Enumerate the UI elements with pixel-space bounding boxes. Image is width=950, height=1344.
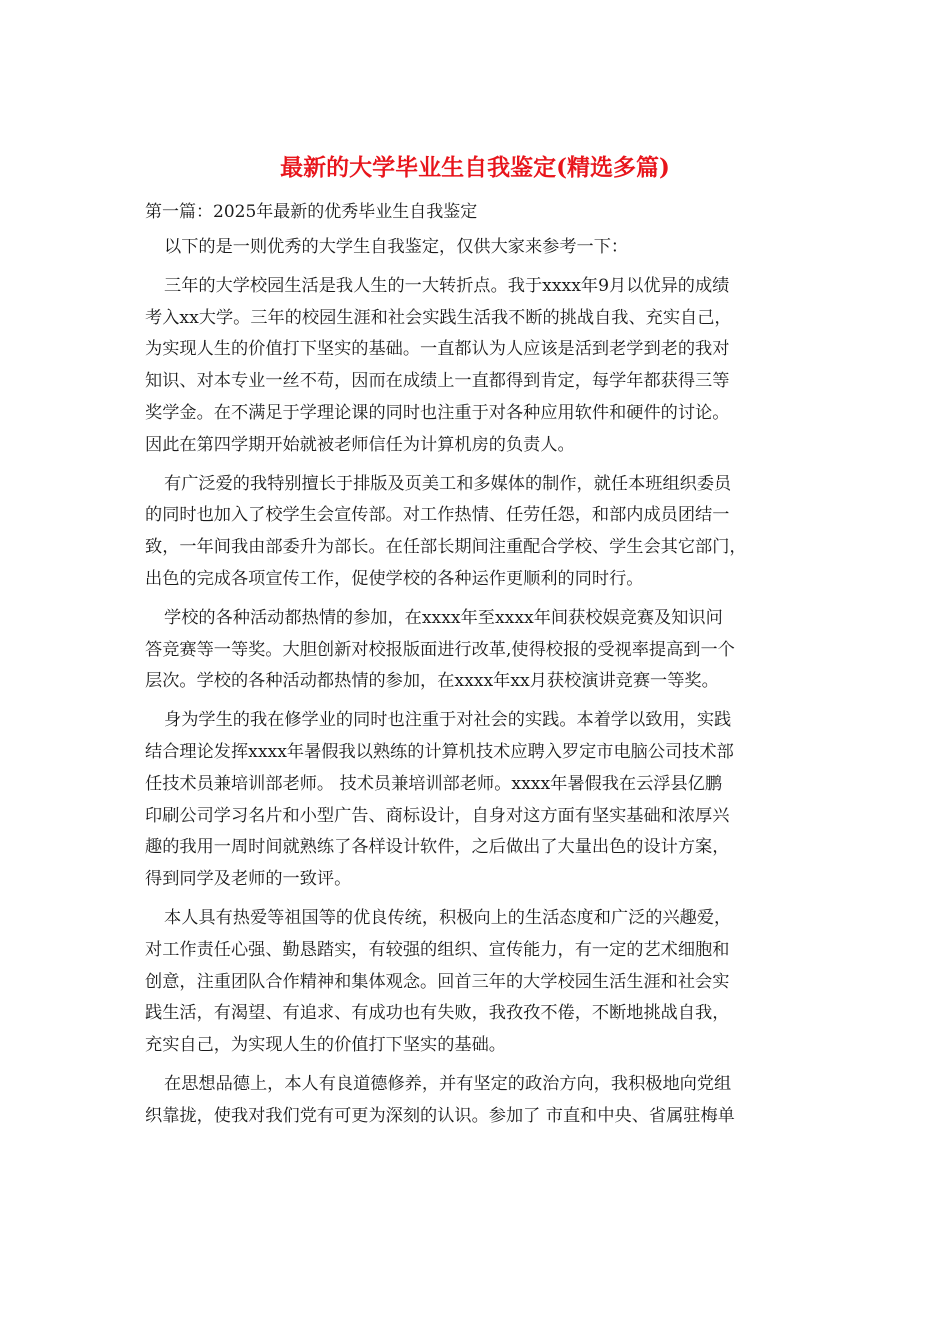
paragraph <box>145 705 810 896</box>
section-heading: 第一篇：2025年最新的优秀毕业生自我鉴定 <box>145 202 478 222</box>
paragraph-line: 考入xx大学。三年的校园生涯和社会实践生活我不断的挑战自我、充实自己， <box>145 307 732 328</box>
paragraph-line: 有广泛爱的我特别擅长于排版及页美工和多媒体的制作，就任本班组织委员 <box>164 473 732 494</box>
paragraph-line: 三年的大学校园生活是我人生的一大转折点。我于xxxx年9月以优异的成绩 <box>164 275 730 296</box>
paragraph-line: 践生活，有渴望、有追求、有成功也有失败，我孜孜不倦，不断地挑战自我， <box>145 1003 730 1024</box>
paragraph-line: 知识、对本专业一丝不苟，因而在成绩上一直都得到肯定，每学年都获得三等 <box>145 371 730 392</box>
paragraph-line: 对工作责任心强、勤恳踏实，有较强的组织、宣传能力，有一定的艺术细胞和 <box>145 939 730 960</box>
paragraph-line: 出色的完成各项宣传工作，促使学校的各种运作更顺利的同时行。 <box>145 568 644 589</box>
paragraph-line: 充实自己，为实现人生的价值打下坚实的基础。 <box>145 1035 506 1056</box>
document-title: 最新的大学毕业生自我鉴定(精选多篇) <box>280 154 670 181</box>
paragraph-line: 答竞赛等一等奖。大胆创新对校报版面进行改革,使得校报的受视率提高到一个 <box>145 639 735 660</box>
paragraph <box>145 469 810 596</box>
paragraph-line: 在思想品德上，本人有良道德修养，并有坚定的政治方向，我积极地向党组 <box>164 1073 732 1094</box>
paragraph-line: 奖学金。在不满足于学理论课的同时也注重于对各种应用软件和硬件的讨论。 <box>145 402 730 423</box>
paragraph-line: 学校的各种活动都热情的参加，在xxxx年至xxxx年间获校娱竞赛及知识问 <box>164 607 723 628</box>
paragraph-line: 结合理论发挥xxxx年暑假我以熟练的计算机技术应聘入罗定市电脑公司技术部 <box>145 741 734 762</box>
paragraph-line: 的同时也加入了校学生会宣传部。对工作热情、任劳任怨，和部内成员团结一 <box>145 505 730 526</box>
paragraph-line: 织靠拢，使我对我们党有可更为深刻的认识。参加了 市直和中央、省属驻梅单 <box>145 1105 735 1126</box>
paragraph-line: 因此在第四学期开始就被老师信任为计算机房的负责人。 <box>145 434 575 455</box>
paragraph-line: 得到同学及老师的一致评。 <box>145 869 352 890</box>
paragraph <box>145 232 810 264</box>
paragraph-line: 趣的我用一周时间就熟练了各样设计软件，之后做出了大量出色的设计方案， <box>145 837 730 858</box>
paragraph-line: 任技术员兼培训部老师。 技术员兼培训部老师。xxxx年暑假我在云浮县亿鹏 <box>145 773 723 794</box>
paragraph-line: 印刷公司学习名片和小型广告、商标设计，自身对这方面有坚实基础和浓厚兴 <box>145 805 730 826</box>
paragraph-line: 为实现人生的价值打下坚实的基础。一直都认为人应该是活到老学到老的我对 <box>145 339 730 360</box>
paragraph <box>145 903 810 1062</box>
paragraph-line: 创意，注重团队合作精神和集体观念。回首三年的大学校园生活生涯和社会实 <box>145 971 730 992</box>
paragraph-line: 层次。学校的各种活动都热情的参加，在xxxx年xx月获校演讲竞赛一等奖。 <box>145 671 719 692</box>
paragraph-line: 致，一年间我由部委升为部长。在任部长期间注重配合学校、学生会其它部门， <box>145 537 747 558</box>
paragraph <box>145 271 810 462</box>
paragraph <box>145 1069 810 1133</box>
document-body <box>145 232 810 1140</box>
paragraph <box>145 603 810 698</box>
paragraph-line: 以下的是一则优秀的大学生自我鉴定，仅供大家来参考一下： <box>164 237 629 257</box>
paragraph-line: 本人具有热爱等祖国等的优良传统，积极向上的生活态度和广泛的兴趣爱， <box>164 907 732 928</box>
paragraph-line: 身为学生的我在修学业的同时也注重于对社会的实践。本着学以致用，实践 <box>164 710 732 731</box>
